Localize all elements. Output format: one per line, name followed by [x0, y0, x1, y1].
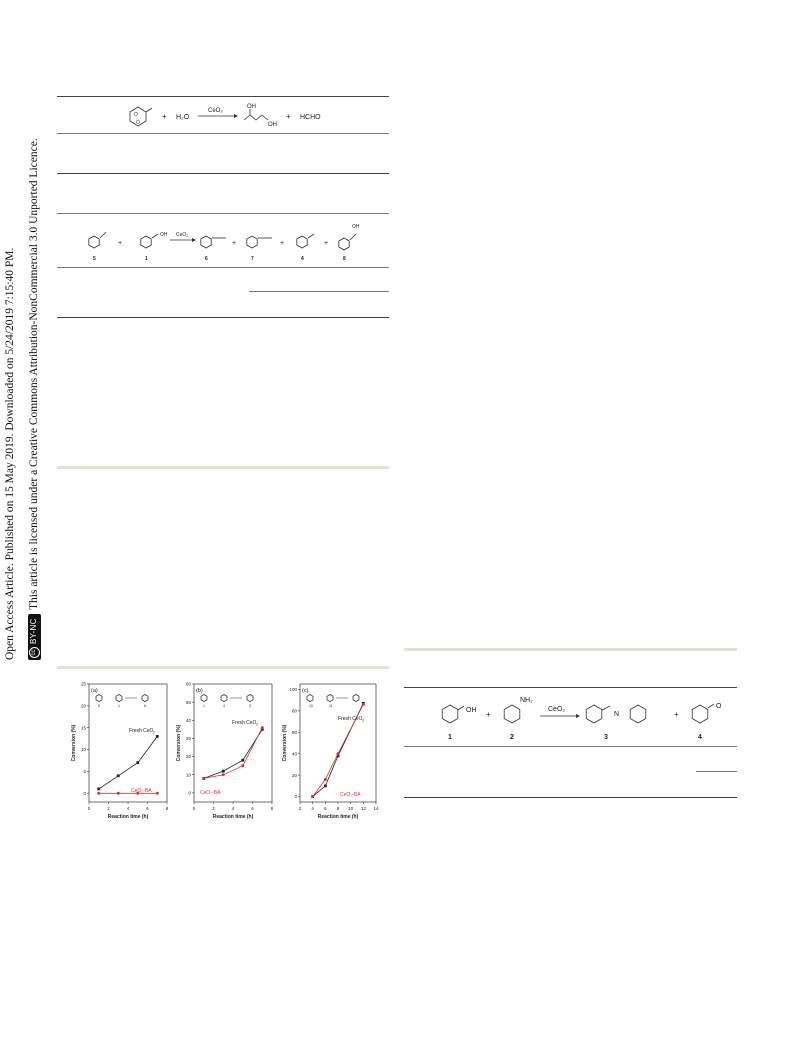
panel-tag: (b): [196, 688, 203, 694]
o-label: O: [716, 703, 722, 710]
benzene-ring: [586, 705, 602, 723]
data-point-fresh: [241, 759, 244, 762]
series-label-fresh: Fresh CeO: [338, 716, 363, 722]
y-axis-label: Conversion (%): [176, 724, 182, 762]
data-point-fresh: [136, 761, 139, 764]
arrowhead: [192, 238, 196, 242]
plus-sign: +: [674, 710, 679, 719]
y-tick-label: 10: [185, 772, 191, 778]
plot-frame: [194, 684, 272, 802]
series-line-fresh: [204, 729, 262, 778]
bond: [152, 234, 158, 238]
series-line-fresh: [99, 736, 158, 789]
bond: [100, 232, 106, 238]
y-tick-label: 20: [291, 772, 297, 778]
chart-panel-c: [282, 684, 379, 820]
series-line-ba: [204, 728, 262, 779]
compound-number: 4: [698, 734, 702, 741]
bond: [602, 706, 610, 710]
x-tick-label: 2: [298, 806, 302, 811]
data-point-ba: [324, 778, 327, 781]
compound-number: 4: [301, 256, 304, 262]
table-rule: [57, 213, 389, 214]
license-sidebar: [4, 0, 44, 660]
inset-benzene-ring: [353, 695, 359, 702]
y-tick-label: 80: [291, 708, 297, 714]
plus-sign: +: [280, 240, 285, 247]
y-tick-label: 0: [83, 790, 86, 796]
series-label-subscript: 2: [256, 722, 258, 727]
y-tick-label: 40: [291, 751, 297, 757]
data-point-ba: [97, 792, 100, 795]
arrowhead: [234, 114, 238, 118]
bond: [308, 234, 314, 238]
inset-compound-number: 4: [223, 704, 225, 708]
oh-label: OH: [268, 122, 277, 128]
inset-benzene-ring: [327, 695, 333, 702]
chart-panel-b: [176, 682, 274, 820]
y-tick-label: 20: [185, 754, 191, 760]
data-point-ba: [202, 777, 205, 780]
cc-icon: cc: [29, 647, 40, 658]
y-tick-label: 0: [188, 790, 191, 796]
arrowhead: [576, 714, 580, 718]
benzene-ring: [141, 236, 151, 248]
x-tick-label: 4: [126, 806, 130, 811]
scheme-1-reaction: [110, 100, 370, 132]
bond: [458, 706, 464, 710]
data-point-fresh: [222, 770, 225, 773]
x-tick-label: 4: [231, 806, 235, 811]
y-tick-label: 25: [80, 681, 86, 687]
x-tick-label: 8: [165, 806, 169, 811]
x-axis-label: Reaction time (h): [107, 814, 149, 820]
diol-structure: [244, 109, 268, 120]
compound-number: 6: [205, 256, 208, 262]
compound-number: 1: [145, 256, 148, 262]
y-tick-label: 40: [185, 717, 191, 723]
table-rule: [57, 317, 389, 318]
bond: [708, 704, 714, 708]
series-label-ba: CeO₂-BA: [200, 790, 221, 796]
data-point-ba: [156, 792, 159, 795]
x-tick-label: 4: [311, 806, 314, 811]
oh-label: OH: [160, 232, 168, 238]
x-tick-label: 2: [107, 806, 110, 811]
compound-number: 7: [251, 256, 254, 262]
series-label-ba: CeO₂-BA: [131, 788, 152, 794]
y-tick-label: 60: [291, 729, 297, 735]
benzene-ring: [630, 705, 646, 723]
y-axis-label: Conversion (%): [282, 724, 288, 762]
x-axis-label: Reaction time (h): [212, 814, 254, 820]
series-label-fresh: Fresh CeO: [129, 728, 154, 734]
data-point-ba: [222, 773, 225, 776]
plus-sign: +: [324, 240, 329, 247]
inset-benzene-ring: [116, 695, 122, 702]
inset-compound-number: 5: [98, 704, 100, 708]
scheme-2-reaction: [80, 218, 380, 264]
table-rule: [57, 133, 389, 134]
table-rule: [57, 267, 389, 268]
panel-tag: (c): [302, 688, 309, 694]
table-subrule: [696, 771, 737, 772]
data-point-fresh: [156, 735, 159, 738]
inset-compound-number: 10: [309, 704, 313, 708]
inset-compound-number: 3: [249, 704, 251, 708]
section-divider: [57, 666, 389, 669]
x-tick-label: 12: [360, 806, 366, 811]
inset-benzene-ring: [221, 695, 227, 702]
x-tick-label: 0: [192, 806, 196, 811]
x-tick-label: 0: [87, 806, 91, 811]
y-tick-label: 0: [294, 794, 297, 800]
y-tick-label: 15: [80, 725, 86, 731]
oh-label: OH: [352, 224, 360, 230]
x-tick-label: 2: [212, 806, 215, 811]
inset-compound-number: 1: [203, 704, 205, 708]
inset-compound-number: 1: [118, 704, 120, 708]
section-divider: [57, 466, 389, 469]
catalyst-label: CeO₂: [548, 706, 566, 713]
water-label: H₂O: [176, 114, 190, 121]
plot-frame: [89, 684, 167, 802]
catalyst-label: CeO₂: [176, 232, 189, 238]
oh-label: OH: [466, 707, 477, 714]
publication-notice: Open Access Article. Published on 15 May 2019. Downloaded on 5/24/2019 7:15:40 PM.: [4, 247, 16, 660]
y-tick-label: 5: [83, 769, 86, 775]
y-tick-label: 30: [185, 736, 191, 742]
oh-label: OH: [247, 104, 256, 110]
plus-sign: +: [232, 240, 237, 247]
formaldehyde-label: HCHO: [300, 114, 321, 121]
data-point-ba: [362, 703, 365, 706]
compound-number: 2: [510, 734, 514, 741]
series-label-subscript: 2: [362, 718, 364, 723]
inset-benzene-ring: [96, 695, 102, 702]
data-point-fresh: [324, 785, 327, 788]
inset-benzene-ring: [247, 695, 253, 702]
data-point-ba: [261, 726, 264, 729]
inset-compound-number: 6: [144, 704, 146, 708]
table-rule: [404, 797, 737, 798]
inset-benzene-ring: [142, 695, 148, 702]
x-tick-label: 14: [373, 806, 379, 811]
x-tick-label: 8: [270, 806, 274, 811]
x-tick-label: 8: [336, 806, 340, 811]
benzene-ring: [692, 705, 708, 723]
benzene-ring: [89, 236, 99, 248]
y-tick-label: 50: [185, 699, 191, 705]
benzene-ring: [201, 236, 211, 248]
plot-frame: [300, 684, 376, 802]
plus-sign: +: [162, 112, 167, 121]
svg-text:O: O: [134, 112, 138, 118]
y-tick-label: 60: [185, 681, 191, 687]
benzene-ring: [297, 236, 307, 248]
svg-text:O: O: [136, 120, 140, 126]
benzene-ring: [504, 705, 520, 723]
plus-sign: +: [118, 240, 123, 247]
inset-benzene-ring: [201, 695, 207, 702]
data-point-ba: [311, 795, 314, 798]
y-axis-label: Conversion (%): [71, 724, 77, 762]
data-point-ba: [337, 752, 340, 755]
table-rule: [404, 687, 737, 688]
series-label-subscript: 2: [153, 730, 155, 735]
benzene-ring: [442, 705, 458, 723]
data-point-ba: [117, 792, 120, 795]
license-notice: This article is licensed under a Creative Commons Attribution-NonCommercial 3.0 Unported Licence.: [28, 138, 40, 610]
x-tick-label: 6: [324, 806, 327, 811]
panel-tag: (a): [91, 688, 98, 694]
scheme-3-reaction: [430, 692, 730, 742]
table-subrule: [249, 291, 389, 292]
x-tick-label: 6: [146, 806, 149, 811]
license-badge-text: BY-NC: [29, 618, 38, 644]
x-tick-label: 6: [251, 806, 254, 811]
n-label: N: [614, 711, 620, 718]
table-rule: [404, 746, 737, 747]
series-label-fresh: Fresh CeO: [232, 720, 257, 726]
section-divider: [404, 648, 737, 651]
conversion-figure: [64, 676, 382, 832]
inset-compound-number: 11: [329, 704, 333, 708]
data-point-fresh: [117, 774, 120, 777]
plus-sign: +: [486, 710, 491, 719]
cc-license-badge[interactable]: [28, 614, 41, 660]
y-tick-label: 100: [289, 686, 297, 692]
table-rule: [57, 96, 389, 97]
benzene-ring: [339, 238, 349, 250]
y-tick-label: 20: [80, 703, 86, 709]
series-label-ba: CeO₂-BA: [340, 792, 361, 798]
chart-panel-a: [71, 682, 169, 820]
x-tick-label: 10: [348, 806, 354, 811]
plus-sign: +: [286, 112, 291, 121]
x-axis-label: Reaction time (h): [317, 814, 359, 820]
y-tick-label: 10: [80, 747, 86, 753]
inset-benzene-ring: [307, 695, 313, 702]
catalyst-label: CeO₂: [208, 108, 223, 114]
compound-number: 8: [343, 256, 346, 262]
table-rule: [57, 173, 389, 174]
compound-number: 1: [448, 734, 452, 741]
nh2-label: NH₂: [520, 697, 533, 704]
bond: [350, 234, 356, 240]
compound-number: 3: [604, 734, 608, 741]
data-point-ba: [241, 764, 244, 767]
data-point-fresh: [97, 787, 100, 790]
compound-number: 5: [93, 256, 96, 262]
benzene-ring: [247, 236, 257, 248]
